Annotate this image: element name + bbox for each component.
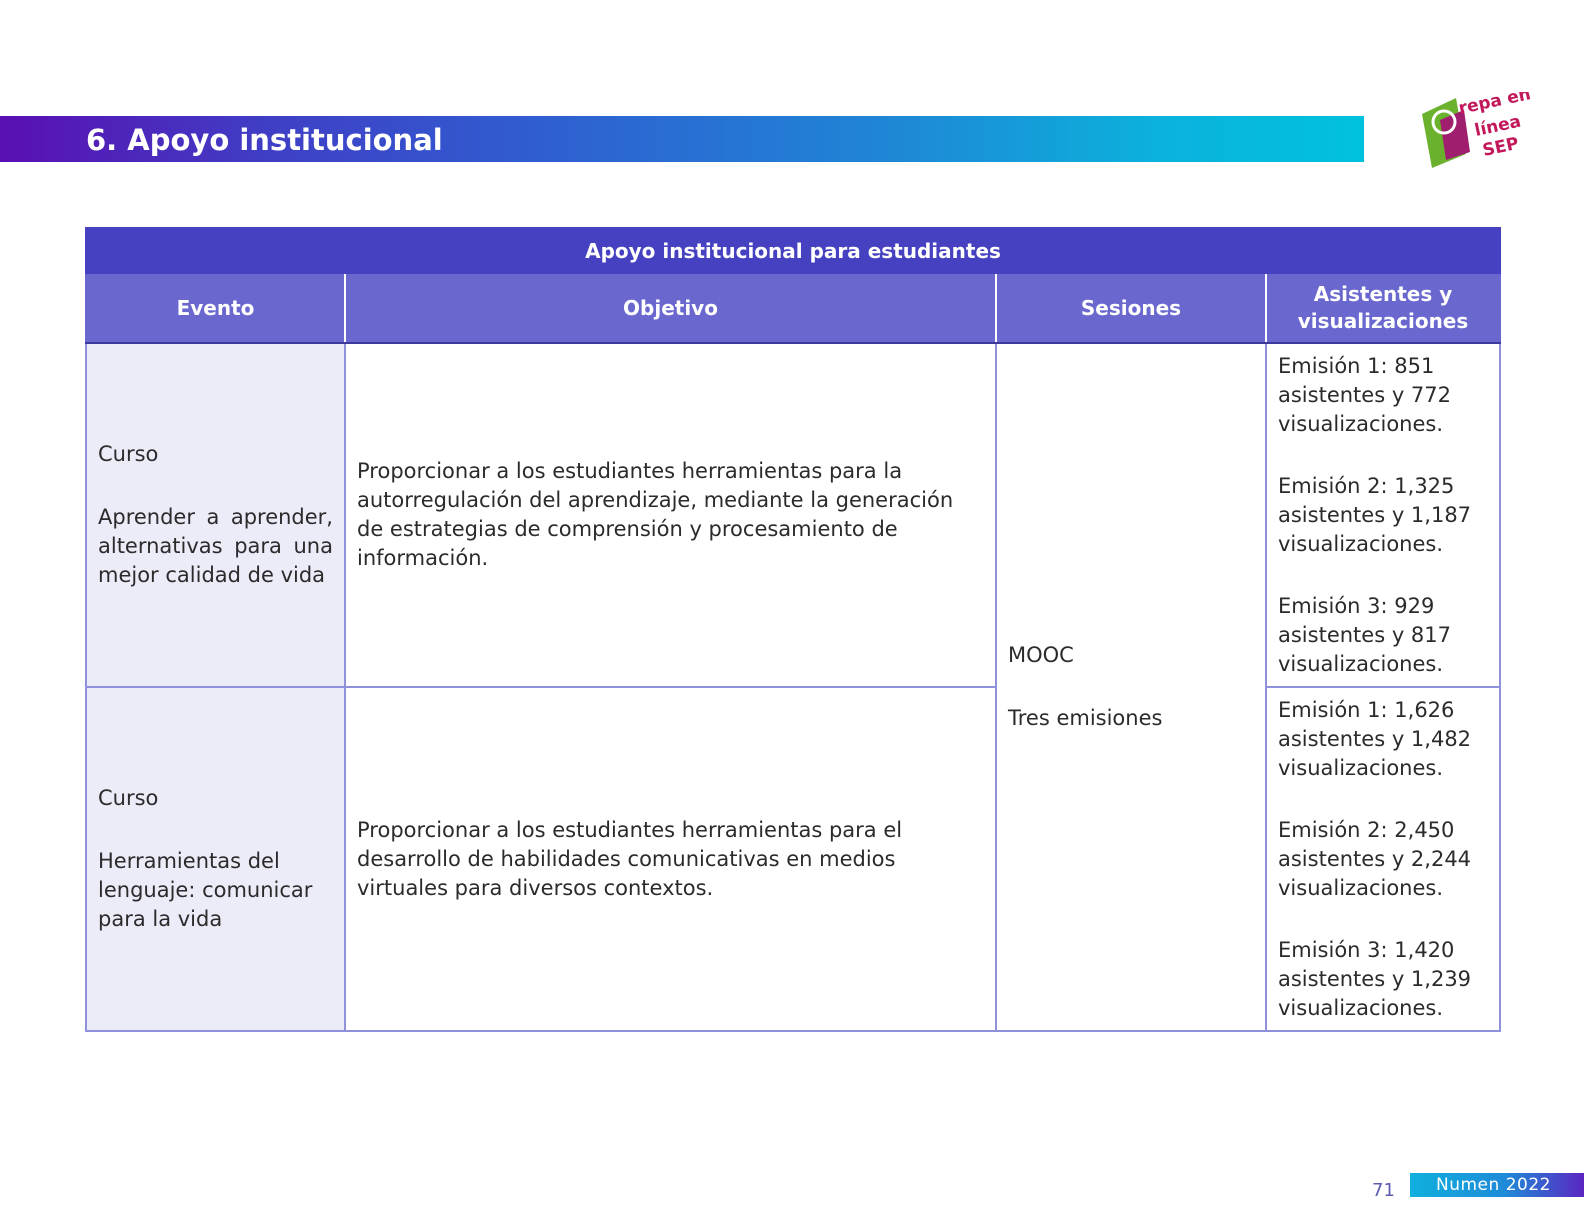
sesiones-emisiones: Tres emisiones <box>1008 706 1163 730</box>
emision-entry: Emisión 1: 851 asistentes y 772 visualizaciones. <box>1278 353 1452 436</box>
publication-tag <box>1410 1173 1584 1197</box>
sesiones-tipo: MOOC <box>1008 643 1074 667</box>
emision-entry: Emisión 2: 2,450 asistentes y 2,244 visualizaciones. <box>1278 817 1472 900</box>
table-row <box>86 343 1500 687</box>
evento-tipo: Curso <box>98 786 159 810</box>
publication-name: Numen 2022 <box>1436 1175 1551 1195</box>
evento-tipo: Curso <box>98 442 159 466</box>
column-header-sesiones: Sesiones <box>996 273 1266 343</box>
sesiones-cell <box>996 343 1266 1031</box>
evento-nombre: Aprender a aprender, alternativas para una mejor calidad de vida <box>98 505 333 587</box>
svg-text:repa en: repa en <box>1456 92 1533 119</box>
prepa-en-linea-logo <box>1420 92 1535 174</box>
asistentes-cell <box>1266 343 1500 687</box>
prepa-logo-graphic <box>1420 92 1535 174</box>
emision-entry: Emisión 1: 1,626 asistentes y 1,482 visualizaciones. <box>1278 697 1472 780</box>
page-number: 71 <box>1372 1180 1395 1201</box>
objetivo-cell: Proporcionar a los estudiantes herramientas para el desarrollo de habilidades comunicativas en medios virtuales para diversos contextos. <box>345 687 996 1031</box>
table-row <box>86 687 1500 1031</box>
column-header-asistentes: Asistentes y visualizaciones <box>1266 273 1500 343</box>
emision-entry: Emisión 3: 929 asistentes y 817 visualizaciones. <box>1278 593 1452 676</box>
section-title-bar <box>0 116 1364 162</box>
section-title: 6. Apoyo institucional <box>86 123 443 157</box>
evento-cell <box>86 687 345 1031</box>
column-header-evento: Evento <box>86 273 345 343</box>
evento-cell <box>86 343 345 687</box>
table-caption: Apoyo institucional para estudiantes <box>86 228 1500 273</box>
emision-entry: Emisión 3: 1,420 asistentes y 1,239 visualizaciones. <box>1278 937 1472 1020</box>
asistentes-cell <box>1266 687 1500 1031</box>
objetivo-cell: Proporcionar a los estudiantes herramientas para la autorregulación del aprendizaje, mediante la generación de estrategias de comprensión y procesamiento de información. <box>345 343 996 687</box>
svg-text:SEP: SEP <box>1480 133 1521 161</box>
support-table <box>85 227 1501 1032</box>
column-header-objetivo: Objetivo <box>345 273 996 343</box>
emision-entry: Emisión 2: 1,325 asistentes y 1,187 visualizaciones. <box>1278 473 1472 556</box>
evento-nombre: Herramientas del lenguaje: comunicar para la vida <box>98 849 313 931</box>
svg-text:línea: línea <box>1472 111 1523 141</box>
